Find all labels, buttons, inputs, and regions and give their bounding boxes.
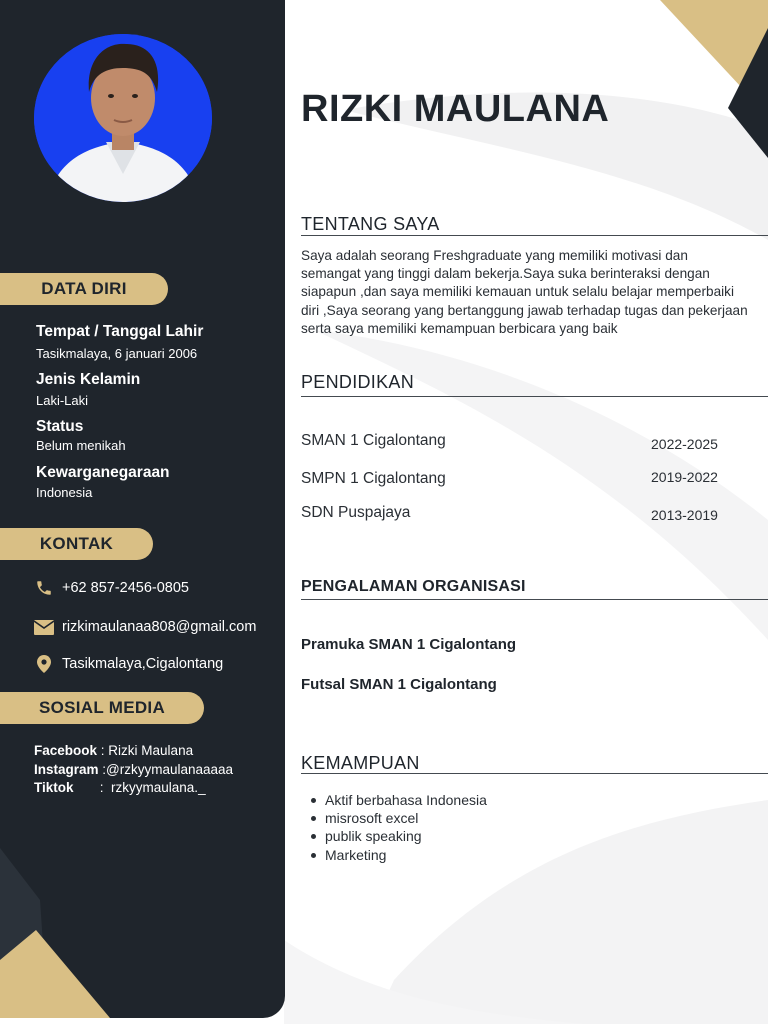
- status-label: Status: [36, 418, 84, 435]
- data-diri-heading: DATA DIRI: [0, 273, 168, 305]
- organisasi-heading: PENGALAMAN ORGANISASI: [301, 578, 526, 595]
- organisasi-divider: [301, 599, 768, 600]
- birth-value: Tasikmalaya, 6 januari 2006: [36, 346, 198, 361]
- organization-item: Futsal SMAN 1 Cigalontang: [301, 676, 497, 693]
- nationality-value: Indonesia: [36, 485, 93, 500]
- phone-text: +62 857-2456-0805: [62, 580, 189, 596]
- contact-email[interactable]: [34, 618, 256, 636]
- pendidikan-heading: PENDIDIKAN: [301, 372, 415, 392]
- education-years: 2022-2025: [651, 436, 718, 452]
- instagram-separator: :: [98, 762, 107, 777]
- location-pin-icon: [34, 655, 54, 673]
- skill-item: Aktif berbahasa Indonesia: [325, 792, 487, 808]
- education-years: 2013-2019: [651, 507, 718, 523]
- about-paragraph: Saya adalah seorang Freshgraduate yang memiliki motivasi dan semangat yang tinggi dalam bekerja.Saya suka berinteraksi dengan siapapun ,dan saya memiliki kemauan untuk selalu belajar memperbaiki diri ,Saya seorang yang bertanggung jawab terhadap tugas dan pekerjaan serta saya memiliki kemampuan berbicara yang baik: [301, 248, 748, 336]
- page-title-name: RIZKI MAULANA: [301, 88, 610, 130]
- organization-item: Pramuka SMAN 1 Cigalontang: [301, 636, 517, 653]
- tentang-divider: [301, 235, 768, 236]
- education-school: SMAN 1 Cigalontang: [301, 432, 446, 449]
- nationality-label: Kewarganegaraan: [36, 464, 170, 481]
- facebook-handle: Rizki Maulana: [108, 743, 194, 758]
- kontak-heading: KONTAK: [0, 528, 153, 560]
- kemampuan-divider: [301, 773, 768, 774]
- facebook-label: Facebook: [34, 743, 98, 758]
- tentang-heading: TENTANG SAYA: [301, 214, 440, 234]
- skill-item: misrosoft excel: [325, 809, 487, 827]
- skill-item: Marketing: [325, 846, 487, 864]
- education-years: 2019-2022: [651, 469, 718, 485]
- status-value: Belum menikah: [36, 438, 126, 453]
- birth-label: Tempat / Tanggal Lahir: [36, 323, 204, 340]
- email-text: rizkimaulanaa808@gmail.com: [62, 619, 257, 635]
- skill-item: publik speaking: [325, 827, 487, 845]
- location-text: Tasikmalaya,Cigalontang: [62, 656, 224, 672]
- sosial-media-heading: SOSIAL MEDIA: [0, 692, 204, 724]
- gender-label: Jenis Kelamin: [36, 371, 141, 388]
- education-school: SMPN 1 Cigalontang: [301, 470, 446, 487]
- facebook-separator: :: [97, 743, 109, 758]
- sidebar: [0, 0, 285, 1018]
- contact-location: [34, 655, 223, 673]
- social-instagram[interactable]: [34, 762, 233, 777]
- phone-icon: [34, 579, 54, 597]
- contact-phone[interactable]: [34, 579, 189, 597]
- instagram-handle: @rzkyymaulanaaaaa: [106, 762, 234, 777]
- pendidikan-divider: [301, 396, 768, 397]
- skills-list: [325, 791, 487, 864]
- social-tiktok[interactable]: [34, 780, 206, 795]
- mail-icon: [34, 618, 54, 636]
- profile-photo: [34, 34, 212, 202]
- social-facebook[interactable]: [34, 743, 193, 758]
- education-school: SDN Puspajaya: [301, 504, 411, 521]
- tiktok-handle: rzkyymaulana._: [111, 780, 206, 795]
- tiktok-separator: :: [73, 780, 112, 795]
- tiktok-label: Tiktok: [34, 780, 74, 795]
- instagram-label: Instagram: [34, 762, 99, 777]
- avatar-illustration: [34, 34, 212, 202]
- kemampuan-heading: KEMAMPUAN: [301, 753, 420, 773]
- gender-value: Laki-Laki: [36, 393, 89, 408]
